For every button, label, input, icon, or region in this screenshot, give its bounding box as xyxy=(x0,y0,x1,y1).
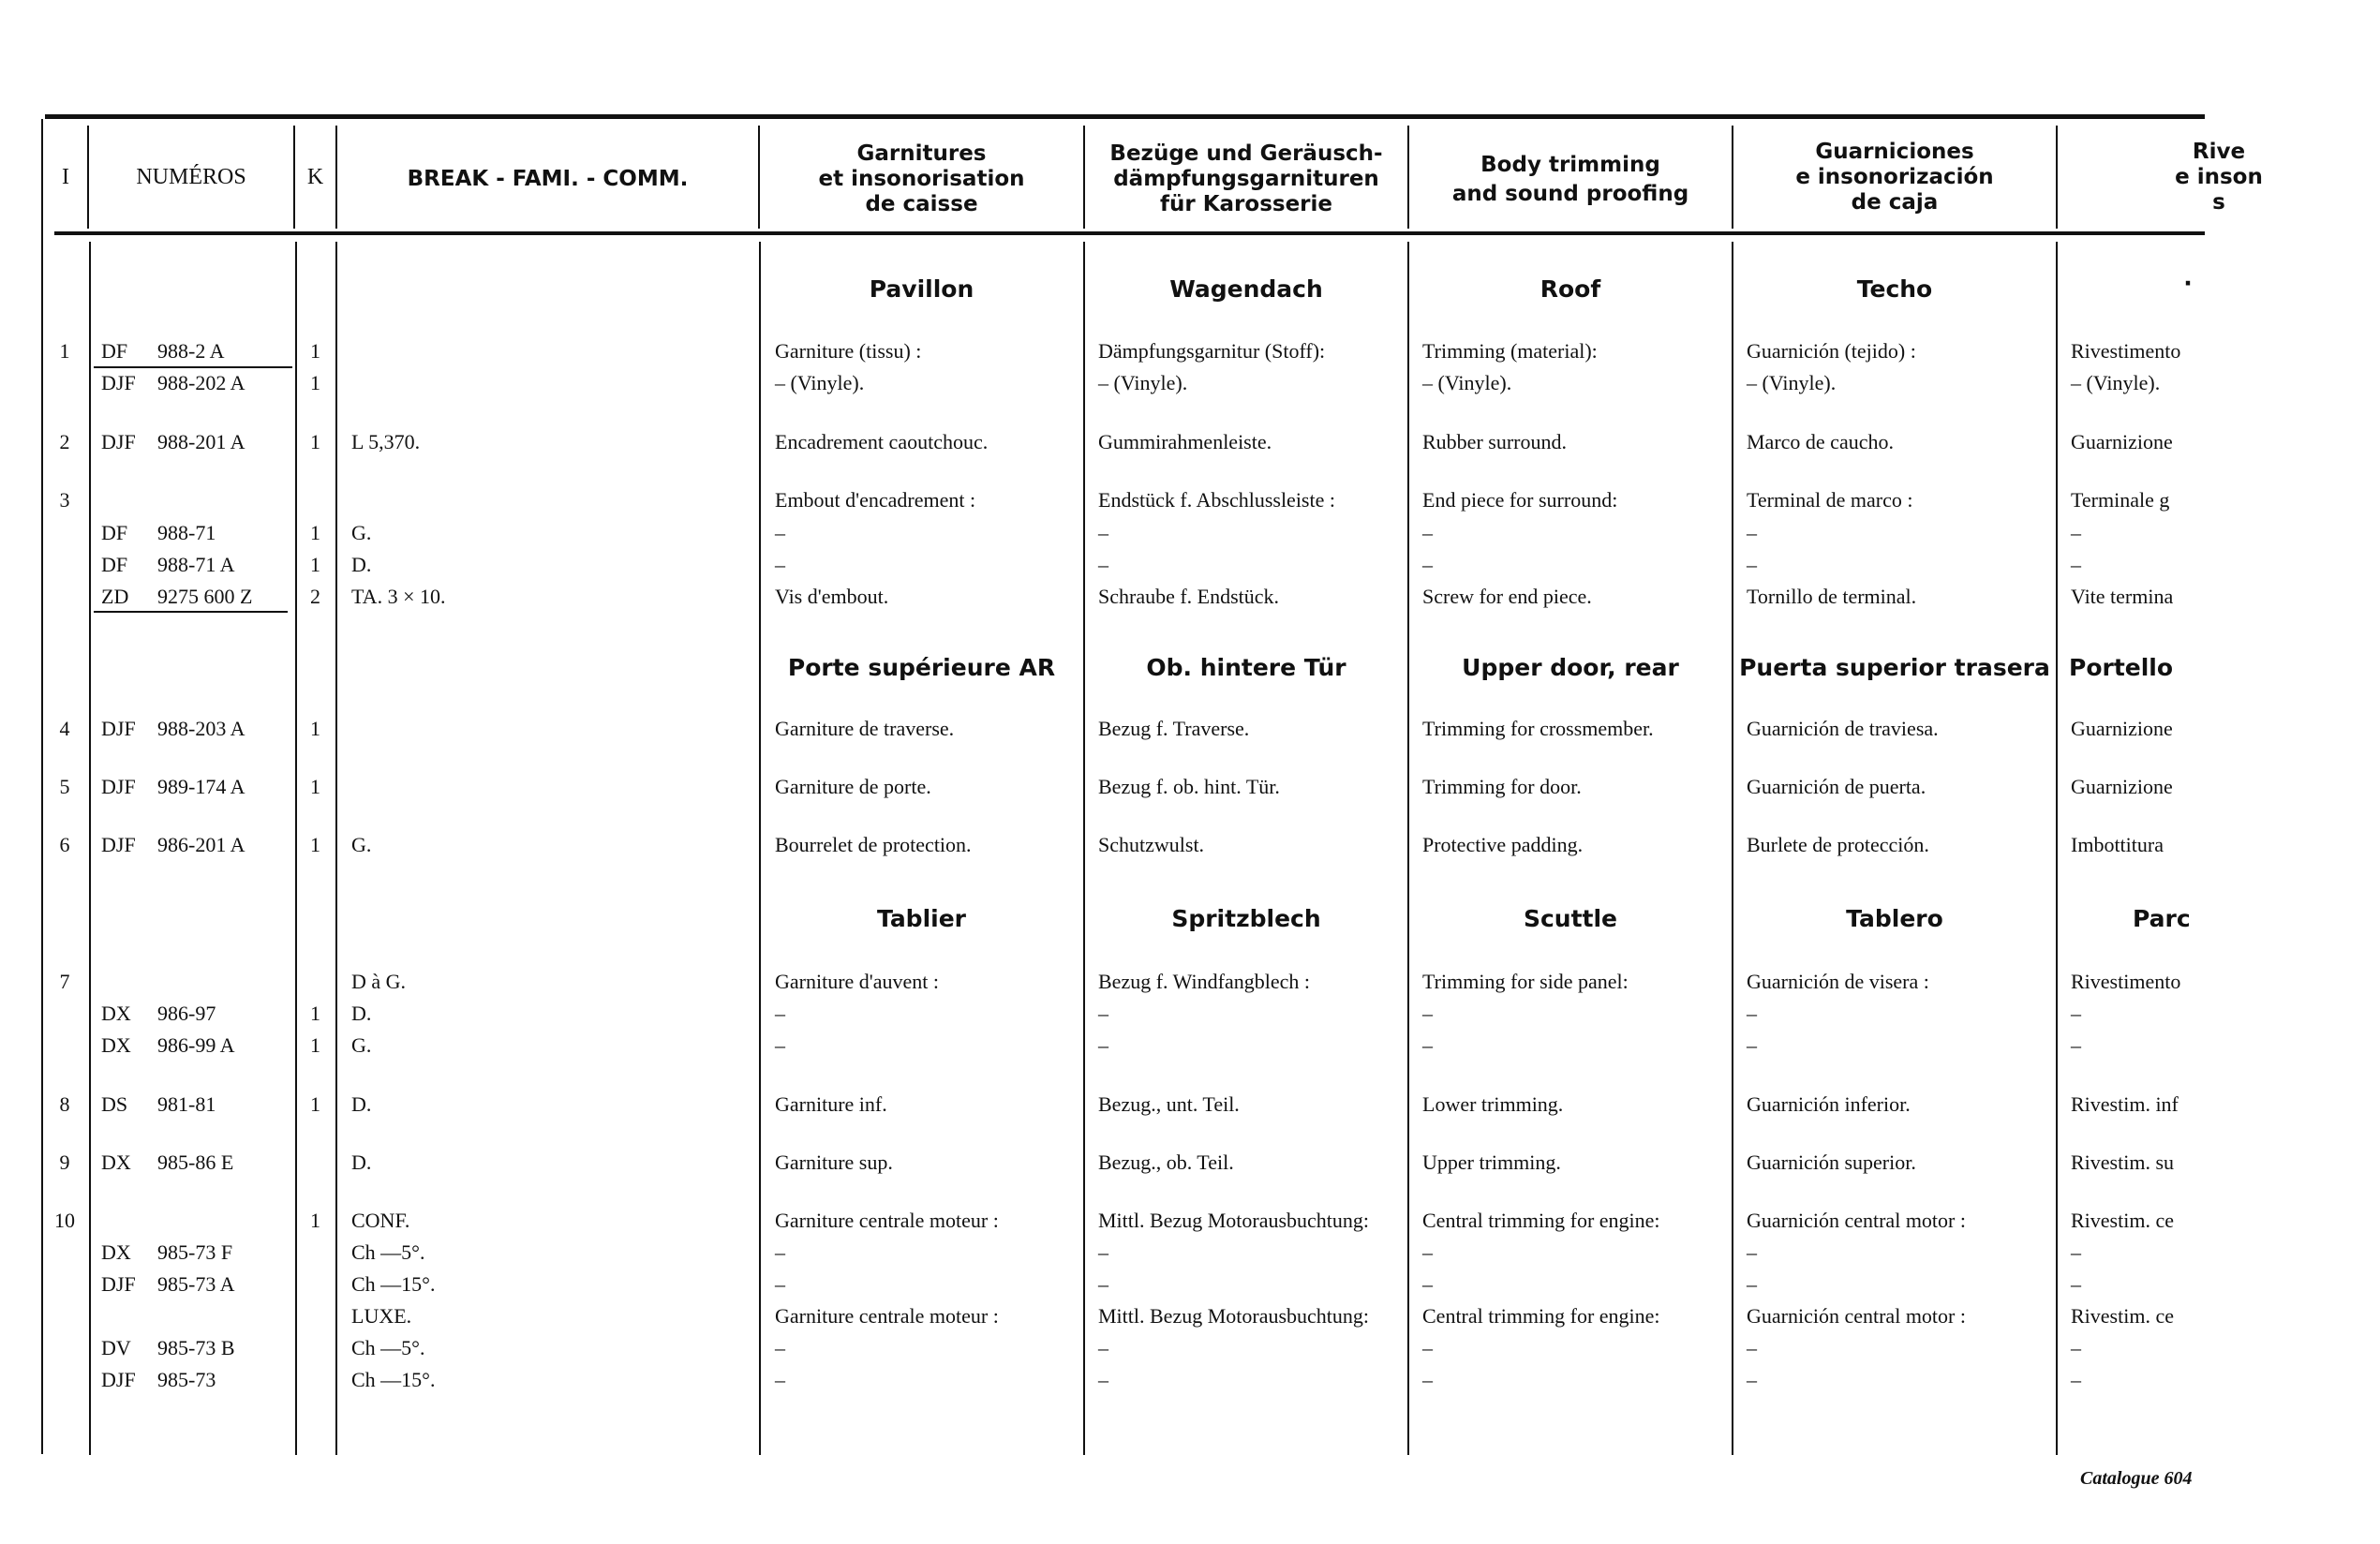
cell-en: – xyxy=(1422,1336,1433,1359)
cell-it: Rivestimento xyxy=(2071,339,2181,363)
cell-it: Vite termina xyxy=(2071,585,2174,608)
cell-de: – xyxy=(1098,1368,1108,1391)
cell-en: Trimming (material): xyxy=(1422,339,1598,363)
section-it-clip xyxy=(2058,650,2205,688)
cell-i: 9 xyxy=(59,1151,70,1174)
cell-es: – xyxy=(1747,1368,1757,1391)
cell-k: 1 xyxy=(310,1209,320,1232)
cell-b: CONF. xyxy=(351,1209,410,1232)
cell-es: – xyxy=(1747,1002,1757,1025)
cell-k: 1 xyxy=(310,775,320,798)
cell-i: 5 xyxy=(59,775,70,798)
cell-k: 1 xyxy=(310,430,320,453)
header-numeros: NUMÉROS xyxy=(136,165,246,189)
top-rule xyxy=(45,114,2205,119)
section-title: Tablier xyxy=(876,905,967,932)
cell-b: D. xyxy=(351,553,372,576)
cell-b: Ch —5°. xyxy=(351,1336,425,1359)
cell-de: – xyxy=(1098,1002,1108,1025)
cell-fr: Garniture de traverse. xyxy=(775,717,955,740)
cell-num: 985-73 B xyxy=(157,1336,235,1359)
cell-b: D à G. xyxy=(351,970,407,993)
cell-en: – xyxy=(1422,1368,1433,1391)
cell-pre: ZD xyxy=(101,585,129,608)
section-title: Scuttle xyxy=(1523,905,1618,932)
section-title: Upper door, rear xyxy=(1462,654,1679,681)
cell-pre: DF xyxy=(101,521,128,544)
cell-b: G. xyxy=(351,1033,372,1057)
cell-es: Burlete de protección. xyxy=(1747,833,1929,856)
cell-es: Guarnición de visera : xyxy=(1747,970,1929,993)
cell-it: Rivestimento xyxy=(2071,970,2181,993)
cell-k: 1 xyxy=(310,717,320,740)
cell-k: 1 xyxy=(310,339,320,363)
cell-pre: DX xyxy=(101,1033,131,1057)
section-title: Spritzblech xyxy=(1171,905,1321,932)
cell-fr: Garniture (tissu) : xyxy=(775,339,922,363)
cell-de: Bezug f. ob. hint. Tür. xyxy=(1098,775,1280,798)
header-de-line: Bezüge und Geräusch- xyxy=(1109,141,1383,166)
cell-b: Ch —15°. xyxy=(351,1368,436,1391)
header-it-line: e inson xyxy=(2175,165,2263,189)
cell-pre: DJF xyxy=(101,717,136,740)
cell-b: G. xyxy=(351,521,372,544)
cell-fr: Garniture inf. xyxy=(775,1092,887,1116)
cell-b: D. xyxy=(351,1151,372,1174)
cell-es: – (Vinyle). xyxy=(1747,371,1837,394)
cell-en: Trimming for door. xyxy=(1422,775,1582,798)
cell-num: 9275 600 Z xyxy=(157,585,253,608)
cell-it: Rivestim. ce xyxy=(2071,1304,2174,1328)
cell-pre: DJF xyxy=(101,775,136,798)
cell-it: – (Vinyle). xyxy=(2071,371,2161,394)
cell-pre: DX xyxy=(101,1002,131,1025)
cell-k: 1 xyxy=(310,371,320,394)
cell-it: – xyxy=(2071,1033,2081,1057)
cell-de: – xyxy=(1098,1336,1108,1359)
section-title: Pavillon xyxy=(869,275,974,303)
cell-fr: Bourrelet de protection. xyxy=(775,833,972,856)
catalogue-footer: Catalogue 604 xyxy=(2080,1468,2193,1489)
cell-de: Bezug., unt. Teil. xyxy=(1098,1092,1240,1116)
cell-fr: Encadrement caoutchouc. xyxy=(775,430,989,453)
cell-en: Protective padding. xyxy=(1422,833,1584,856)
cell-en: – xyxy=(1422,1002,1433,1025)
cell-pre: DJF xyxy=(101,1272,136,1296)
cell-fr: Garniture centrale moteur : xyxy=(775,1304,999,1328)
cell-num: 988-71 A xyxy=(157,553,235,576)
cell-it: Rivestim. su xyxy=(2071,1151,2175,1174)
section-title: Parc xyxy=(2133,905,2191,932)
cell-it: – xyxy=(2071,1272,2081,1296)
header-i: I xyxy=(62,165,69,189)
section-title: Portello xyxy=(2069,654,2174,681)
cell-en: – xyxy=(1422,1033,1433,1057)
cell-es: – xyxy=(1747,1272,1757,1296)
cell-fr: Garniture d'auvent : xyxy=(775,970,940,993)
header-bottom-rule xyxy=(54,231,2205,235)
cell-it: Guarnizione xyxy=(2071,775,2173,798)
cell-k: 1 xyxy=(310,833,320,856)
header-en-line: Body trimming xyxy=(1480,153,1660,177)
cell-en: Trimming for crossmember. xyxy=(1422,717,1654,740)
cell-pre: DJF xyxy=(101,1368,136,1391)
cell-k: 1 xyxy=(310,1092,320,1116)
cell-num: 988-201 A xyxy=(157,430,245,453)
header-k: K xyxy=(306,165,324,189)
cell-fr: Embout d'encadrement : xyxy=(775,488,976,512)
col-rule xyxy=(335,242,337,1455)
section-title: · xyxy=(2183,270,2193,297)
col-rule xyxy=(1407,242,1409,1455)
cell-es: Marco de caucho. xyxy=(1747,430,1894,453)
cell-num: 988-202 A xyxy=(157,371,245,394)
cell-b: Ch —5°. xyxy=(351,1240,425,1264)
cell-de: – xyxy=(1098,1033,1108,1057)
cell-fr: – xyxy=(775,553,785,576)
col-rule xyxy=(1083,242,1085,1455)
cell-es: – xyxy=(1747,1033,1757,1057)
section-title: Puerta superior trasera xyxy=(1739,654,2050,681)
header-fr-line: Garnitures xyxy=(856,141,987,166)
cell-pre: DX xyxy=(101,1240,131,1264)
cell-pre: DF xyxy=(101,339,128,363)
cell-es: – xyxy=(1747,521,1757,544)
cell-de: – xyxy=(1098,553,1108,576)
cell-pre: DS xyxy=(101,1092,128,1116)
cell-fr: Vis d'embout. xyxy=(775,585,889,608)
cell-fr: – (Vinyle). xyxy=(775,371,865,394)
cell-it: Rivestim. inf xyxy=(2071,1092,2179,1116)
header-de-line: für Karosserie xyxy=(1159,192,1333,216)
cell-de: Mittl. Bezug Motorausbuchtung: xyxy=(1098,1209,1370,1232)
cell-i: 1 xyxy=(59,339,70,363)
cell-i: 4 xyxy=(59,717,70,740)
cell-num: 986-201 A xyxy=(157,833,245,856)
cell-k: 1 xyxy=(310,521,320,544)
cell-b: D. xyxy=(351,1002,372,1025)
cell-es: – xyxy=(1747,1240,1757,1264)
cell-it: – xyxy=(2071,1336,2081,1359)
cell-pre: DJF xyxy=(101,371,136,394)
cell-es: Guarnición (tejido) : xyxy=(1747,339,1916,363)
cell-de: Endstück f. Abschlussleiste : xyxy=(1098,488,1335,512)
section-title: Techo xyxy=(1856,275,1933,303)
cell-fr: – xyxy=(775,1240,785,1264)
header-es-line: de caja xyxy=(1851,190,1939,215)
cell-it: – xyxy=(2071,553,2081,576)
cell-en: – (Vinyle). xyxy=(1422,371,1512,394)
cell-b: Ch —15°. xyxy=(351,1272,436,1296)
header-it-line: Rive xyxy=(2192,140,2246,164)
cell-de: – xyxy=(1098,521,1108,544)
cell-de: Bezug f. Traverse. xyxy=(1098,717,1250,740)
cell-fr: Garniture centrale moteur : xyxy=(775,1209,999,1232)
cell-de: Mittl. Bezug Motorausbuchtung: xyxy=(1098,1304,1370,1328)
cell-it: – xyxy=(2071,1368,2081,1391)
cell-fr: – xyxy=(775,1272,785,1296)
cell-es: Guarnición inferior. xyxy=(1747,1092,1911,1116)
cell-it: Terminale g xyxy=(2071,488,2170,512)
header-en-line: and sound proofing xyxy=(1451,182,1689,206)
cell-k: 2 xyxy=(310,585,320,608)
header-it xyxy=(2058,131,2263,230)
cell-b: D. xyxy=(351,1092,372,1116)
cell-k: 1 xyxy=(310,1002,320,1025)
cell-num: 986-99 A xyxy=(157,1033,235,1057)
section-title: Ob. hintere Tür xyxy=(1146,654,1346,681)
cell-num: 981-81 xyxy=(157,1092,216,1116)
section-title: Tablero xyxy=(1846,905,1943,932)
header-break: BREAK - FAMI. - COMM. xyxy=(407,167,689,191)
cell-num: 985-73 A xyxy=(157,1272,235,1296)
col-rule xyxy=(89,242,91,1455)
cell-it: – xyxy=(2071,521,2081,544)
cell-de: Bezug f. Windfangblech : xyxy=(1098,970,1310,993)
cell-num: 985-73 xyxy=(157,1368,216,1391)
cell-num: 985-86 E xyxy=(157,1151,234,1174)
cell-pre: DJF xyxy=(101,833,136,856)
cell-en: – xyxy=(1422,553,1433,576)
cell-pre: DJF xyxy=(101,430,136,453)
cell-b: LUXE. xyxy=(351,1304,412,1328)
cell-fr: Garniture de porte. xyxy=(775,775,931,798)
cell-en: – xyxy=(1422,521,1433,544)
group-underline xyxy=(94,366,292,368)
col-rule xyxy=(759,242,761,1455)
cell-es: Tornillo de terminal. xyxy=(1747,585,1917,608)
cell-num: 988-203 A xyxy=(157,717,245,740)
cell-es: Guarnición superior. xyxy=(1747,1151,1916,1174)
cell-en: Trimming for side panel: xyxy=(1422,970,1629,993)
cell-it: Imbottitura xyxy=(2071,833,2164,856)
cell-es: Terminal de marco : xyxy=(1747,488,1913,512)
section-title: Porte supérieure AR xyxy=(787,654,1056,681)
header-it-line: s xyxy=(2212,190,2225,215)
cell-i: 2 xyxy=(59,430,70,453)
header-fr-line: de caisse xyxy=(865,192,978,216)
cell-k: 1 xyxy=(310,553,320,576)
cell-num: 988-2 A xyxy=(157,339,225,363)
cell-it: Rivestim. ce xyxy=(2071,1209,2174,1232)
header-de-line: dämpfungsgarnituren xyxy=(1113,167,1379,191)
header-fr-line: et insonorisation xyxy=(818,167,1025,191)
cell-b: G. xyxy=(351,833,372,856)
cell-it: Guarnizione xyxy=(2071,717,2173,740)
cell-en: Screw for end piece. xyxy=(1422,585,1592,608)
cell-en: Lower trimming. xyxy=(1422,1092,1564,1116)
cell-de: – xyxy=(1098,1272,1108,1296)
header-es-line: Guarniciones xyxy=(1815,140,1974,164)
cell-es: Guarnición central motor : xyxy=(1747,1304,1966,1328)
cell-pre: DV xyxy=(101,1336,131,1359)
cell-num: 985-73 F xyxy=(157,1240,233,1264)
group-underline xyxy=(94,611,288,613)
cell-i: 3 xyxy=(59,488,70,512)
col-rule xyxy=(1732,242,1733,1455)
cell-es: – xyxy=(1747,1336,1757,1359)
header-es-line: e insonorización xyxy=(1795,165,1994,189)
cell-b: TA. 3 × 10. xyxy=(351,585,446,608)
cell-en: – xyxy=(1422,1240,1433,1264)
section-title: Roof xyxy=(1540,275,1601,303)
cell-en: – xyxy=(1422,1272,1433,1296)
cell-pre: DF xyxy=(101,553,128,576)
cell-es: – xyxy=(1747,553,1757,576)
section-it-clip xyxy=(2058,901,2205,939)
cell-i: 7 xyxy=(59,970,70,993)
cell-num: 989-174 A xyxy=(157,775,245,798)
cell-it: – xyxy=(2071,1002,2081,1025)
cell-fr: – xyxy=(775,1002,785,1025)
section-title: Wagendach xyxy=(1169,275,1323,303)
cell-it: – xyxy=(2071,1240,2081,1264)
cell-fr: – xyxy=(775,1336,785,1359)
cell-de: Bezug., ob. Teil. xyxy=(1098,1151,1234,1174)
cell-fr: – xyxy=(775,521,785,544)
cell-num: 988-71 xyxy=(157,521,216,544)
cell-pre: DX xyxy=(101,1151,131,1174)
cell-es: Guarnición de puerta. xyxy=(1747,775,1926,798)
cell-de: Schraube f. Endstück. xyxy=(1098,585,1280,608)
cell-fr: – xyxy=(775,1033,785,1057)
cell-en: Upper trimming. xyxy=(1422,1151,1561,1174)
cell-en: End piece for surround: xyxy=(1422,488,1618,512)
cell-fr: – xyxy=(775,1368,785,1391)
cell-es: Guarnición central motor : xyxy=(1747,1209,1966,1232)
cell-i: 6 xyxy=(59,833,70,856)
cell-it: Guarnizione xyxy=(2071,430,2173,453)
cell-fr: Garniture sup. xyxy=(775,1151,893,1174)
cell-b: L 5,370. xyxy=(351,430,421,453)
cell-en: Central trimming for engine: xyxy=(1422,1209,1660,1232)
cell-k: 1 xyxy=(310,1033,320,1057)
cell-en: Rubber surround. xyxy=(1422,430,1567,453)
cell-en: Central trimming for engine: xyxy=(1422,1304,1660,1328)
col-rule xyxy=(2056,242,2058,1455)
cell-i: 8 xyxy=(59,1092,70,1116)
cell-i: 10 xyxy=(54,1209,75,1232)
cell-de: – (Vinyle). xyxy=(1098,371,1188,394)
cell-de: Dämpfungsgarnitur (Stoff): xyxy=(1098,339,1326,363)
cell-de: Schutzwulst. xyxy=(1098,833,1205,856)
cell-num: 986-97 xyxy=(157,1002,216,1025)
cell-de: – xyxy=(1098,1240,1108,1264)
cell-es: Guarnición de traviesa. xyxy=(1747,717,1939,740)
cell-de: Gummirahmenleiste. xyxy=(1098,430,1272,453)
